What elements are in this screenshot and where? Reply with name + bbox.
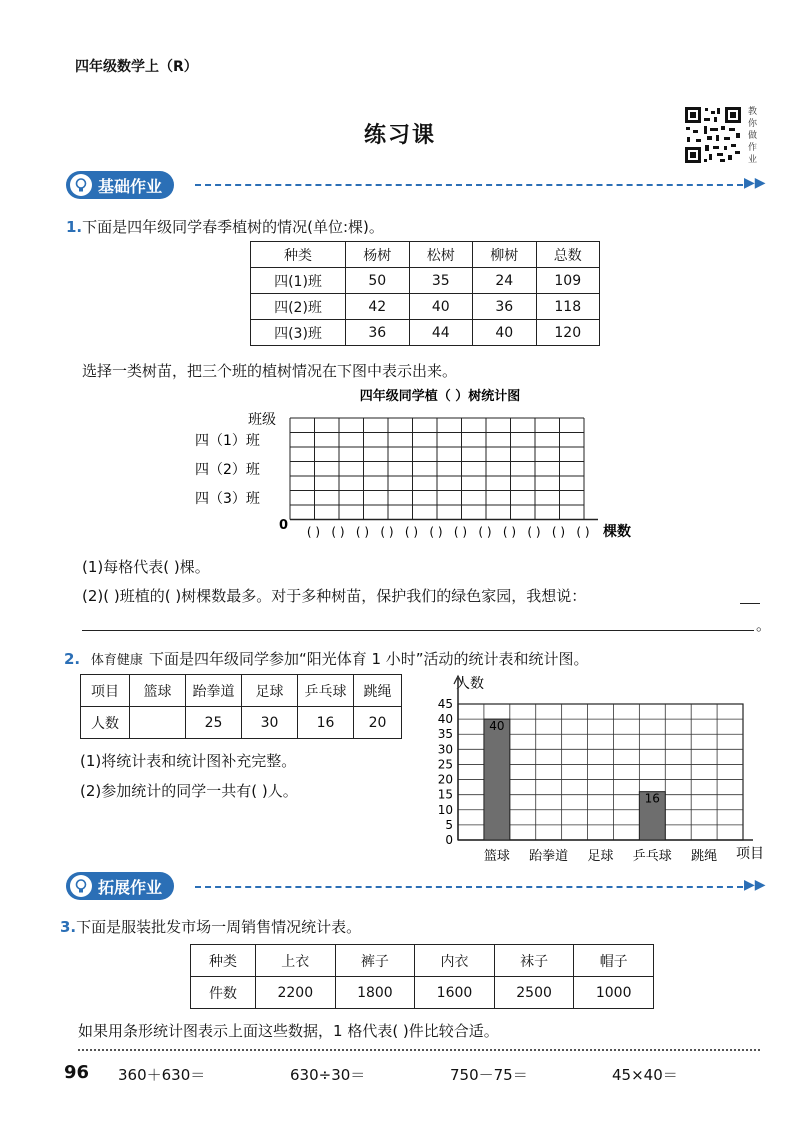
blank-tick-label: ( ) xyxy=(429,525,443,539)
q2-tag: 体育健康 xyxy=(90,653,143,668)
section-divider xyxy=(195,886,743,888)
table-cell: 24 xyxy=(473,268,537,294)
q1-row-label: 四（1）班 xyxy=(195,433,260,449)
q3-question: 如果用条形统计图表示上面这些数据，1 格代表( )件比较合适。 xyxy=(78,1022,499,1040)
section-title: 拓展作业 xyxy=(98,877,163,897)
table-cell: 16 xyxy=(298,707,354,739)
chart-x-ticks xyxy=(484,848,717,864)
table-cell: 40 xyxy=(409,294,473,320)
answer-line[interactable] xyxy=(740,603,760,604)
x-tick-label: 跳绳 xyxy=(691,849,718,864)
table-header: 足球 xyxy=(242,675,298,707)
y-tick-label: 5 xyxy=(445,817,453,832)
table-header: 内衣 xyxy=(415,945,495,977)
table-cell: 36 xyxy=(346,320,410,346)
table-header: 总数 xyxy=(536,242,600,268)
q3-prompt: 3.下面是服装批发市场一周销售情况统计表。 xyxy=(60,918,362,936)
table-header: 松树 xyxy=(409,242,473,268)
table-header: 裤子 xyxy=(335,945,415,977)
y-tick-label: 0 xyxy=(445,833,453,847)
q1-sub1: (1)每格代表( )棵。 xyxy=(82,558,210,576)
footer-divider xyxy=(78,1049,760,1051)
chart-y-axis-label: 人数 xyxy=(456,676,484,692)
mental-math-exercise: 45×40＝ xyxy=(612,1066,678,1084)
q1-instruction: 选择一类树苗，把三个班的植树情况在下图中表示出来。 xyxy=(82,362,458,380)
blank-tick-label: ( ) xyxy=(478,525,492,539)
q1-row-label: 四（3）班 xyxy=(195,491,260,507)
chart-y-ticks xyxy=(438,697,453,847)
table-cell: 2500 xyxy=(494,977,574,1009)
data-label: 16 xyxy=(644,791,660,806)
q1-sub2: (2)( )班植的( )树棵数最多。对于多种树苗，保护我们的绿色家园，我想说： xyxy=(82,587,587,605)
blank-tick-label: ( ) xyxy=(404,525,419,539)
table-cell: 四(2)班 xyxy=(251,294,346,320)
table-header: 跆拳道 xyxy=(186,675,242,707)
blank-tick-label: ( ) xyxy=(306,525,321,539)
blank-tick-label: ( ) xyxy=(502,525,517,539)
table-header: 乒乓球 xyxy=(298,675,354,707)
section-banner-extended xyxy=(66,873,174,899)
q2-sub2: (2)参加统计的同学一共有( )人。 xyxy=(80,782,298,800)
table-cell: 20 xyxy=(354,707,402,739)
data-label: 40 xyxy=(489,719,505,734)
y-tick-label: 20 xyxy=(437,772,453,787)
q2-sub1: (1)将统计表和统计图补充完整。 xyxy=(80,752,297,770)
q1-table xyxy=(250,241,600,346)
double-arrow-icon: ▶▶ xyxy=(744,877,766,893)
table-cell: 1000 xyxy=(574,977,654,1009)
section-title: 基础作业 xyxy=(98,176,163,196)
table-cell: 35 xyxy=(409,268,473,294)
table-cell: 四(1)班 xyxy=(251,268,346,294)
table-cell: 36 xyxy=(473,294,537,320)
book-header: 四年级数学上（R） xyxy=(75,59,198,75)
blank-tick-label: ( ) xyxy=(453,525,468,539)
table-header: 种类 xyxy=(251,242,346,268)
double-arrow-icon: ▶▶ xyxy=(744,175,766,191)
q1-x-ticks xyxy=(307,525,590,539)
y-tick-label: 45 xyxy=(437,697,453,711)
blank-tick-label: ( ) xyxy=(527,525,541,539)
table-cell: 40 xyxy=(473,320,537,346)
table-cell: 1800 xyxy=(335,977,415,1009)
x-tick-label: 足球 xyxy=(587,849,614,864)
mental-math-exercise: 360＋630＝ xyxy=(118,1066,206,1084)
q1-grid xyxy=(290,418,598,520)
table-header: 篮球 xyxy=(130,675,186,707)
y-tick-label: 30 xyxy=(437,742,453,757)
page-number: 96 xyxy=(64,1062,90,1083)
blank-tick-label: ( ) xyxy=(551,525,566,539)
qr-code[interactable] xyxy=(684,106,742,164)
table-header: 项目 xyxy=(81,675,130,707)
q1-origin: 0 xyxy=(279,518,289,533)
x-tick-label: 跆拳道 xyxy=(529,849,569,864)
y-tick-label: 40 xyxy=(437,712,453,727)
table-header: 跳绳 xyxy=(354,675,402,707)
table-cell: 25 xyxy=(186,707,242,739)
q2-prompt: 2. 体育健康 下面是四年级同学参加“阳光体育 1 小时”活动的统计表和统计图。 xyxy=(64,650,589,668)
table-cell: 120 xyxy=(536,320,600,346)
q1-y-axis-label: 班级 xyxy=(248,412,276,428)
table-row-label: 件数 xyxy=(191,977,256,1009)
table-header: 柳树 xyxy=(473,242,537,268)
x-tick-label: 篮球 xyxy=(483,849,510,864)
x-tick-label: 乒乓球 xyxy=(632,849,672,864)
blank-tick-label: ( ) xyxy=(331,525,345,539)
q2-bar-chart[interactable] xyxy=(418,672,776,868)
table-header: 杨树 xyxy=(346,242,410,268)
q1-prompt: 1.下面是四年级同学春季植树的情况(单位:棵)。 xyxy=(66,218,384,236)
y-tick-label: 35 xyxy=(437,727,453,742)
q2-table xyxy=(80,674,402,739)
y-tick-label: 15 xyxy=(437,787,453,802)
mental-math-exercise: 630÷30＝ xyxy=(290,1066,366,1084)
y-tick-label: 10 xyxy=(437,802,453,817)
chart-data-labels xyxy=(489,719,660,806)
qr-note: 教你做作业 xyxy=(748,107,758,165)
y-tick-label: 25 xyxy=(437,757,453,772)
q1-blank-chart[interactable] xyxy=(190,382,660,544)
table-row-label: 人数 xyxy=(81,707,130,739)
table-cell: 44 xyxy=(409,320,473,346)
table-cell: 50 xyxy=(346,268,410,294)
q1-x-axis-label: 棵数 xyxy=(603,524,631,540)
table-cell: 42 xyxy=(346,294,410,320)
table-header: 种类 xyxy=(191,945,256,977)
lightbulb-icon xyxy=(70,875,92,897)
chart-x-axis-label: 项目 xyxy=(736,846,764,862)
table-header: 帽子 xyxy=(574,945,654,977)
lightbulb-icon xyxy=(70,174,92,196)
table-header: 上衣 xyxy=(256,945,336,977)
answer-line[interactable] xyxy=(82,630,754,631)
section-divider xyxy=(195,184,743,186)
blank-tick-label: ( ) xyxy=(355,525,370,539)
mental-math-exercise: 750－75＝ xyxy=(450,1066,528,1084)
blank-tick-label: ( ) xyxy=(576,525,590,539)
table-cell: 1600 xyxy=(415,977,495,1009)
end-mark: 。 xyxy=(756,616,772,634)
table-cell: 30 xyxy=(242,707,298,739)
table-cell: 109 xyxy=(536,268,600,294)
q1-chart-title: 四年级同学植（ ）树统计图 xyxy=(359,389,521,404)
table-cell-blank[interactable] xyxy=(130,707,186,739)
q1-row-label: 四（2）班 xyxy=(195,462,260,478)
bar xyxy=(484,719,510,840)
section-banner-basic xyxy=(66,172,174,198)
table-cell: 118 xyxy=(536,294,600,320)
table-cell: 四(3)班 xyxy=(251,320,346,346)
table-cell: 2200 xyxy=(256,977,336,1009)
lesson-title: 练习课 xyxy=(363,123,436,148)
blank-tick-label: ( ) xyxy=(380,525,394,539)
table-header: 袜子 xyxy=(494,945,574,977)
q3-table xyxy=(190,944,654,1009)
